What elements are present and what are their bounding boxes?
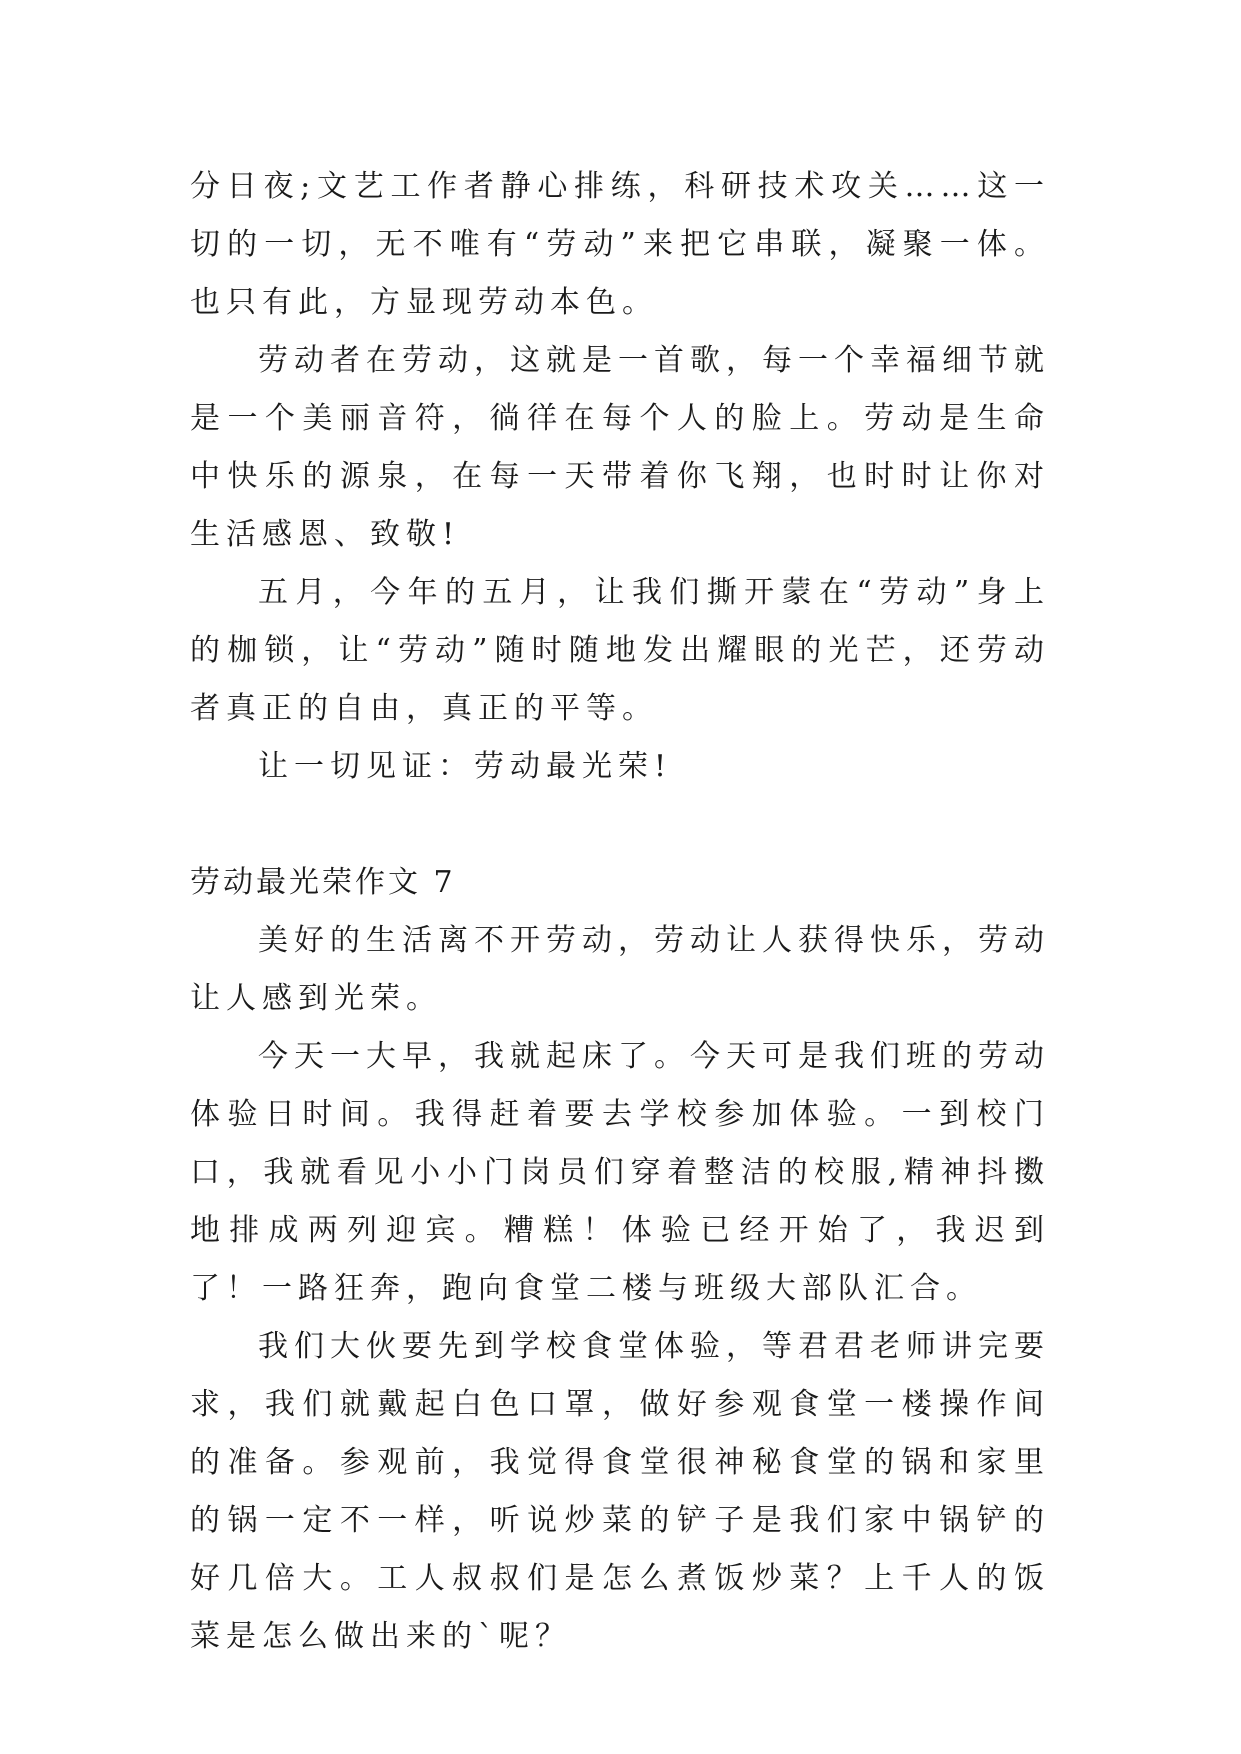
paragraph-closing: 让一切见证：劳动最光荣! [258, 749, 673, 784]
paragraph-continued: 分日夜;文艺工作者静心排练，科研技术攻关……这一切的一切，无不唯有“劳动”来把它串联，凝聚一体。也只有此，方显现劳动本色。 [190, 169, 1050, 320]
section-spacer [190, 796, 1050, 854]
paragraph: 美好的生活离不开劳动，劳动让人获得快乐，劳动让人感到光荣。 [190, 923, 1050, 1016]
document-page [190, 158, 1050, 1666]
section-heading: 劳动最光荣作文 7 [190, 865, 456, 900]
paragraph: 五月，今年的五月，让我们撕开蒙在“劳动”身上的枷锁，让“劳动”随时随地发出耀眼的光芒，还劳动者真正的自由，真正的平等。 [190, 575, 1050, 726]
paragraph: 劳动者在劳动，这就是一首歌，每一个幸福细节就是一个美丽音符，徜徉在每个人的脸上。劳动是生命中快乐的源泉，在每一天带着你飞翔，也时时让你对生活感恩、致敬! [190, 343, 1050, 552]
paragraph: 我们大伙要先到学校食堂体验，等君君老师讲完要求，我们就戴起白色口罩，做好参观食堂一楼操作间的准备。参观前，我觉得食堂很神秘食堂的锅和家里的锅一定不一样，听说炒菜的铲子是我们家中锅铲的好几倍大。工人叔叔们是怎么煮饭炒菜？上千人的饭菜是怎么做出来的`呢？ [190, 1329, 1050, 1654]
paragraph: 今天一大早，我就起床了。今天可是我们班的劳动体验日时间。我得赶着要去学校参加体验。一到校门口，我就看见小小门岗员们穿着整洁的校服,精神抖擞地排成两列迎宾。糟糕！体验已经开始了，我迟到了！一路狂奔，跑向食堂二楼与班级大部队汇合。 [190, 1039, 1050, 1306]
